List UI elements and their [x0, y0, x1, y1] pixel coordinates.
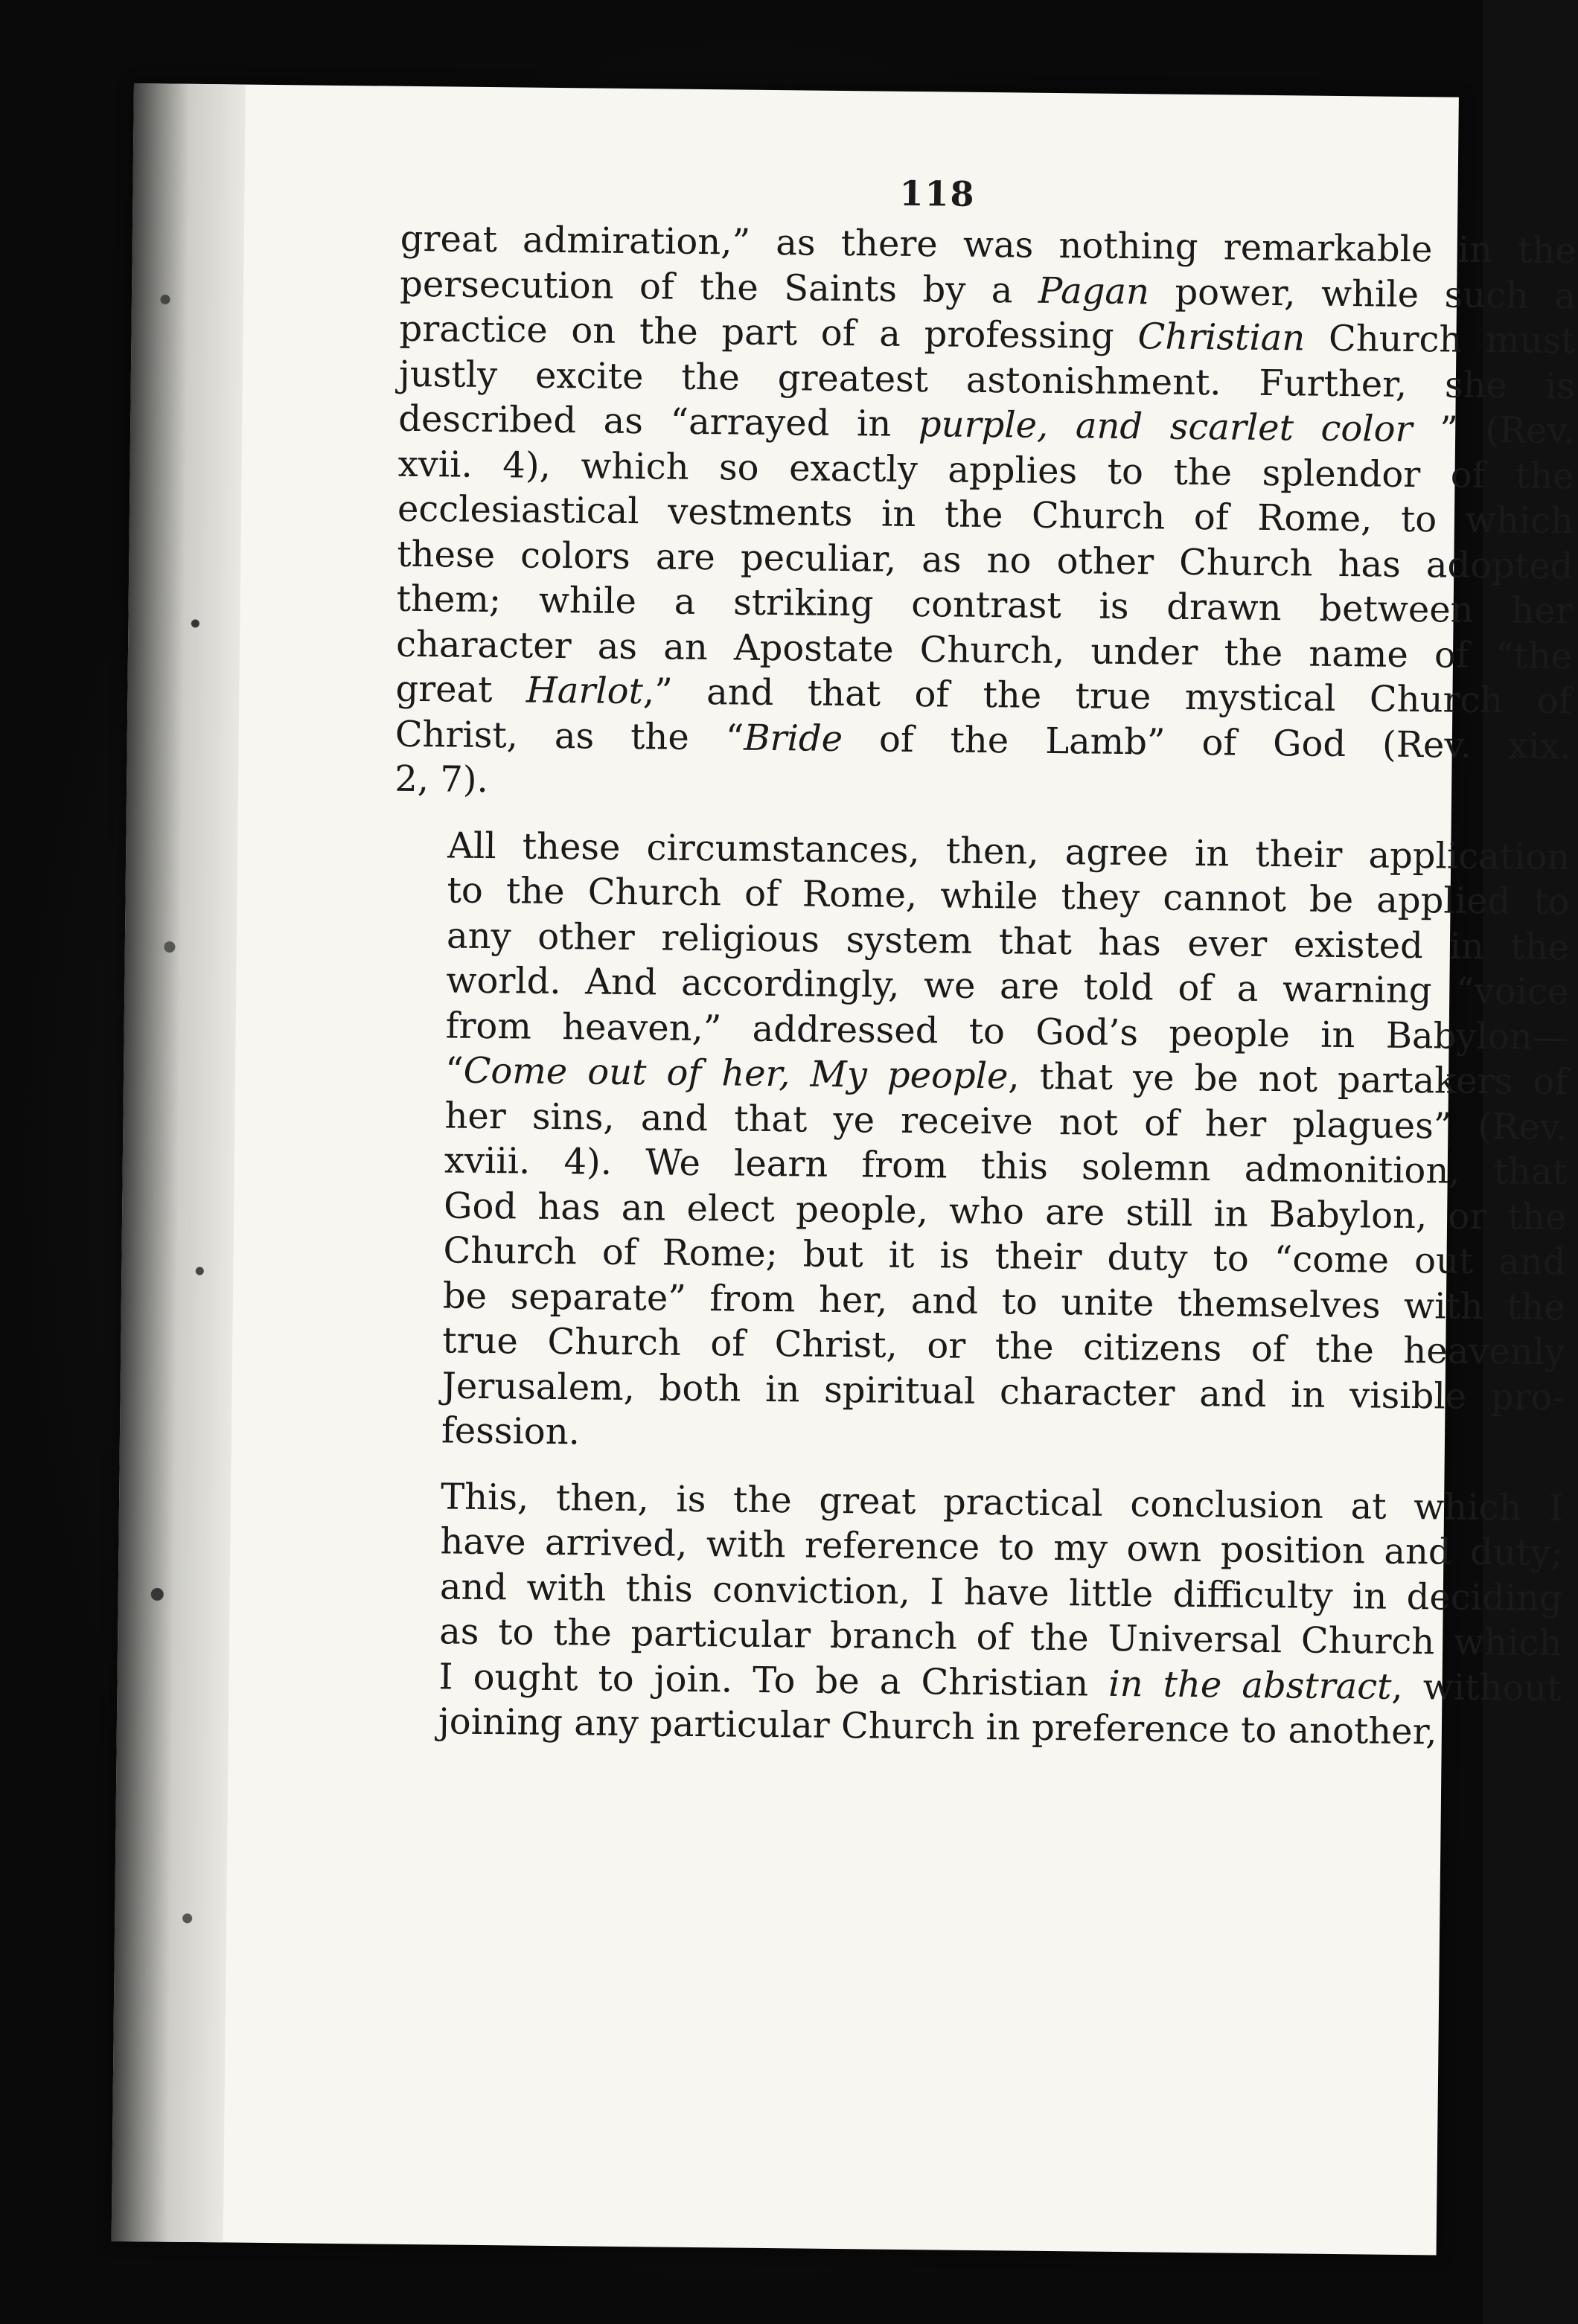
text-line: as to the particular branch of the Universal Church which	[438, 1610, 1562, 1665]
text-line: them; while a striking contrast is drawn between her	[396, 577, 1573, 633]
text-line: This, then, is the great practical conclusion at which I	[440, 1475, 1564, 1529]
page-number: 118	[899, 173, 976, 214]
text-line: “Come out of her, My people, that ye be not partakers of	[444, 1049, 1568, 1104]
text-line: and with this conviction, I have little difficulty in deciding	[439, 1565, 1563, 1619]
text-line: 2, 7).	[394, 758, 489, 801]
body-text	[385, 217, 1577, 1756]
paragraph-1	[394, 217, 1577, 814]
text-line: joining any particular Church in preference to another,	[438, 1700, 1437, 1753]
text-line: I ought to join. To be a Christian in the abstract, without	[438, 1655, 1562, 1709]
text-line: Christ, as the “Bride of the Lamb” of God (Rev. xix.	[394, 713, 1572, 767]
page-gutter-shadow	[112, 83, 246, 2242]
text-line: true Church of Christ, or the citizens of the heavenly	[442, 1319, 1565, 1374]
text-line: Church of Rome; but it is their duty to “come out and	[443, 1229, 1566, 1284]
text-line: ecclesiastical vestments in the Church of Rome, to which	[397, 487, 1574, 542]
text-line: xviii. 4). We learn from this solemn admonition, that	[444, 1139, 1568, 1194]
paragraph-2	[388, 822, 1571, 1464]
text-line: character as an Apostate Church, under the name of “the	[395, 623, 1573, 677]
text-line: from heaven,” addressed to God’s people in Babylon—	[445, 1004, 1568, 1058]
text-line: persecution of the Saints by a Pagan power, while such a	[399, 263, 1577, 317]
text-line: great admiration,” as there was nothing remarkable in the	[400, 217, 1577, 272]
book-page	[112, 83, 1577, 2255]
text-line: world. And accordingly, we are told of a warning “voice	[446, 959, 1569, 1014]
text-line: practice on the part of a professing Christian Church must	[399, 307, 1576, 362]
text-line: described as “arrayed in purple, and scarlet color ” (Rev.	[398, 397, 1575, 452]
text-line: any other religious system that has ever existed in the	[446, 914, 1570, 968]
text-line: fession.	[441, 1409, 581, 1453]
text-line: God has an elect people, who are still in Babylon, or the	[443, 1184, 1567, 1238]
text-line: All these circumstances, then, agree in their application	[447, 824, 1571, 878]
text-line: xvii. 4), which so exactly applies to the splendor of the	[397, 443, 1574, 497]
text-line: to the Church of Rome, while they cannot be applied to	[447, 869, 1570, 923]
text-line: be separate” from her, and to unite themselves with the	[442, 1274, 1566, 1328]
text-line: her sins, and that ye receive not of her plagues” (Rev.	[444, 1094, 1568, 1148]
text-line: these colors are peculiar, as no other Church has adopted	[397, 533, 1574, 587]
text-line: justly excite the greatest astonishment. Further, she is	[398, 353, 1576, 407]
paragraph-3	[385, 1473, 1564, 1756]
text-line: Jerusalem, both in spiritual character and in visible pro-	[441, 1364, 1565, 1418]
text-line: have arrived, with reference to my own position and duty;	[440, 1520, 1563, 1575]
text-line: great Harlot,” and that of the true mystical Church of	[395, 668, 1572, 723]
